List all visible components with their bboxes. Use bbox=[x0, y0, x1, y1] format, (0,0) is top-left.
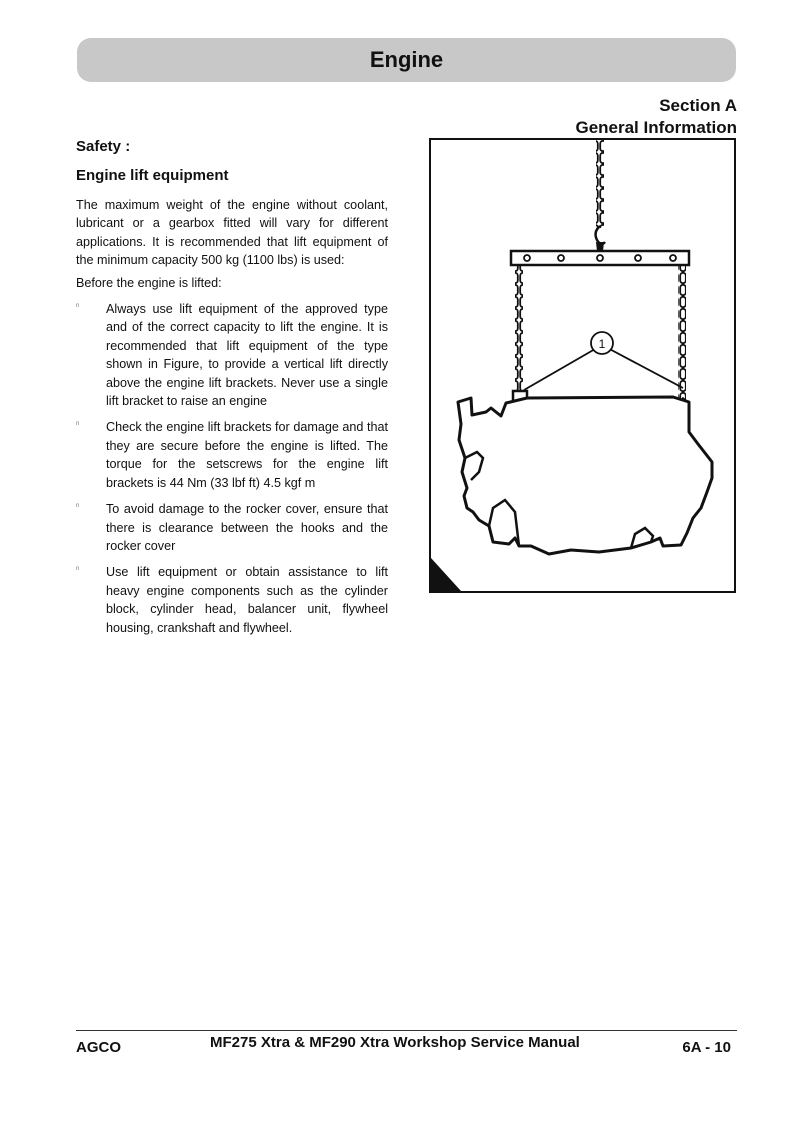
list-item bbox=[76, 563, 388, 637]
list-item-text: To avoid damage to the rocker cover, ensure that there is clearance between the hooks and the rocker cover bbox=[106, 502, 388, 553]
lift-equipment-heading: Engine lift equipment bbox=[76, 167, 229, 184]
section-label: Section A bbox=[659, 96, 737, 115]
list-item-text: Use lift equipment or obtain assistance to lift heavy engine components such as the cylinder block, cylinder head, balancer unit, flywheel housing, crankshaft and flywheel. bbox=[106, 565, 388, 635]
section-heading bbox=[575, 95, 737, 139]
spreader-bar bbox=[511, 251, 689, 265]
page-number: 6A - 10 bbox=[682, 1039, 731, 1056]
list-item bbox=[76, 418, 388, 492]
bullet-icon: n bbox=[76, 421, 80, 428]
corner-marker bbox=[431, 558, 461, 591]
bullet-icon: n bbox=[76, 566, 80, 573]
body-text bbox=[76, 138, 388, 645]
engine-lift-figure bbox=[429, 138, 736, 593]
top-hook-icon bbox=[596, 226, 605, 244]
lead-paragraph: Before the engine is lifted: bbox=[76, 275, 222, 290]
right-chain bbox=[678, 265, 686, 400]
footer-brand: AGCO bbox=[76, 1039, 121, 1056]
header-bar bbox=[77, 38, 736, 82]
precaution-list bbox=[76, 300, 388, 637]
intro-paragraph: The maximum weight of the engine without coolant, lubricant or a gearbox fitted will vary for different applications. It is recommended that lift equipment of the minimum capacity 500 kg (1100 lbs) is used: bbox=[76, 198, 388, 268]
list-item bbox=[76, 500, 388, 555]
safety-heading: Safety : bbox=[76, 138, 131, 155]
left-chain bbox=[515, 265, 523, 395]
bullet-icon: n bbox=[76, 503, 80, 510]
section-title: General Information bbox=[575, 118, 737, 137]
list-item bbox=[76, 300, 388, 410]
page-title: Engine bbox=[369, 47, 444, 72]
engine-lift-illustration bbox=[431, 140, 734, 591]
footer bbox=[76, 1034, 737, 1058]
list-item-text: Check the engine lift brackets for damage and that they are secure before the engine is lifted. The torque for the setscrews for the engine lift brackets is 44 Nm (33 lbf ft) 4.5 kgf m bbox=[106, 420, 388, 490]
engine-outline bbox=[458, 397, 712, 554]
footer-manual-title: MF275 Xtra & MF290 Xtra Workshop Service Manual bbox=[210, 1034, 580, 1051]
footer-rule bbox=[76, 1030, 737, 1031]
bullet-icon: n bbox=[76, 303, 80, 310]
top-chain bbox=[596, 140, 604, 228]
callout-number: 1 bbox=[598, 337, 606, 351]
list-item-text: Always use lift equipment of the approved type and of the correct capacity to lift the engine. It is recommended that lift equipment of the type shown in Figure, to provide a vertical lift directly above the engine lift brackets. Never use a single lift bracket to raise an engine bbox=[106, 302, 388, 409]
